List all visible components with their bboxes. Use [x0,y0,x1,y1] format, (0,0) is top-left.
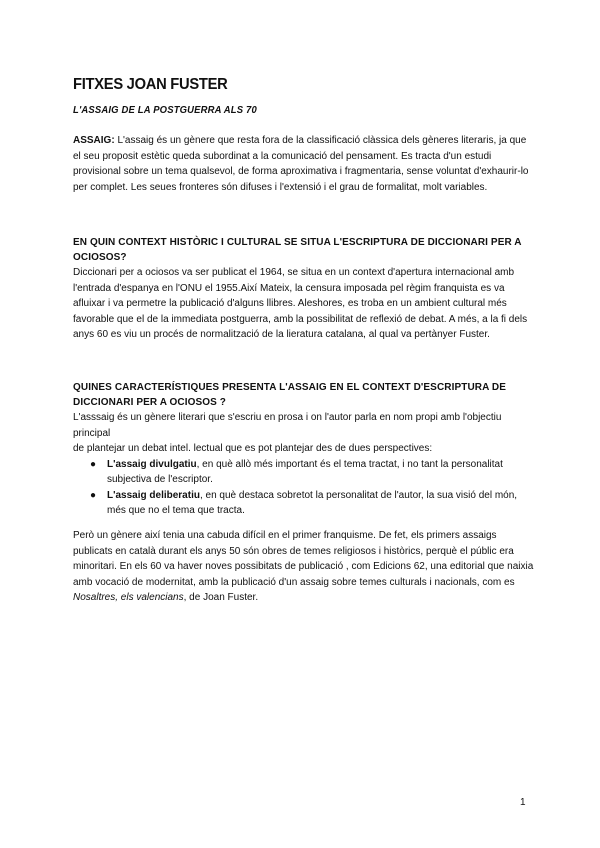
closing-paragraph [73,528,535,606]
closing-text-end: , de Joan Fuster. [183,592,259,603]
closing-text: Però un gènere així tenia una cabuda difícil en el primer franquisme. De fet, els primers assaigs publicats en català durant els anys 50 són obres de temes religiosos i històrics, perquè el públic era minoritari. En els 60 va haver noves possibitats de publicació , com Edicions 62, una editorial que naixia amb vocació de modernitat, amb la publicació d'un assaig sobre temes culturals i nacionals, com es [73,530,534,588]
characteristics-list [73,457,535,519]
page-number: 1 [520,797,526,808]
section-characteristics-intro-2: de plantejar un debat intel. lectual que es pot plantejar des de dues perspectives: [73,443,433,454]
section-characteristics [73,381,535,519]
list-item [90,488,535,519]
page-title: FITXES JOAN FUSTER [73,76,228,93]
assaig-label: ASSAIG: [73,135,115,146]
section-characteristics-intro: L'asssaig és un gènere literari que s'escriu en prosa i on l'autor parla en nom propi amb l'objectiu principal [73,412,502,439]
bullet-icon: ● [90,489,97,501]
section-context [73,236,535,343]
bullet-term: L'assaig divulgatiu [107,458,197,470]
section-context-heading: EN QUIN CONTEXT HISTÒRIC I CULTURAL SE SITUA L'ESCRIPTURA DE DICCIONARI PER A OCIOSOS? [73,237,522,263]
list-item [90,457,535,488]
bullet-text: , en què destaca sobretot la personalitat de l'autor, la sua visió del món, més que no el tema que tracta. [107,489,518,516]
page-subtitle: L'ASSAIG DE LA POSTGUERRA ALS 70 [73,104,257,116]
book-title: Nosaltres, els valencians [73,592,184,603]
assaig-definition [73,133,535,195]
bullet-term: L'assaig deliberatiu [107,489,200,501]
section-characteristics-heading: QUINES CARACTERÍSTIQUES PRESENTA L'ASSAIG EN EL CONTEXT D'ESCRIPTURA DE DICCIONARI PER A OCIOSOS ? [73,382,507,408]
assaig-text: L'assaig és un gènere que resta fora de la classificació clàssica dels gèneres literaris, ja que el seu proposit estètic queda subordinat a la comunicació del pensament. Es tracta d'un estudi provisional sobre un tema qualsevol, de forma aproximativa i fragmentaria, sense voluntat d'exhaurir-lo per complet. Les seues fronteres són difuses i l'extensió i el grau de formalitat, molt variables. [73,135,529,193]
section-context-text: Diccionari per a ociosos va ser publicat el 1964, se situa en un context d'apertura internacional amb l'entrada d'espanya en l'ONU el 1955.Així Mateix, la censura imposada pel règim franquista es va afluixar i va permetre la publicació d'alguns llibres. Aleshores, es troba en un ambient cultural més favorable que el de la immediata postguerra, amb la possibilitat de reflexió de debat. A més, a la fi dels anys 60 es viu un procés de normalització de la lieratura catalana, al qual va pertànyer Fuster. [73,267,528,340]
bullet-icon: ● [90,458,97,470]
bullet-text: , en què allò més important és el tema tractat, i no tant la personalitat subjectiva de l'escriptor. [107,458,503,485]
